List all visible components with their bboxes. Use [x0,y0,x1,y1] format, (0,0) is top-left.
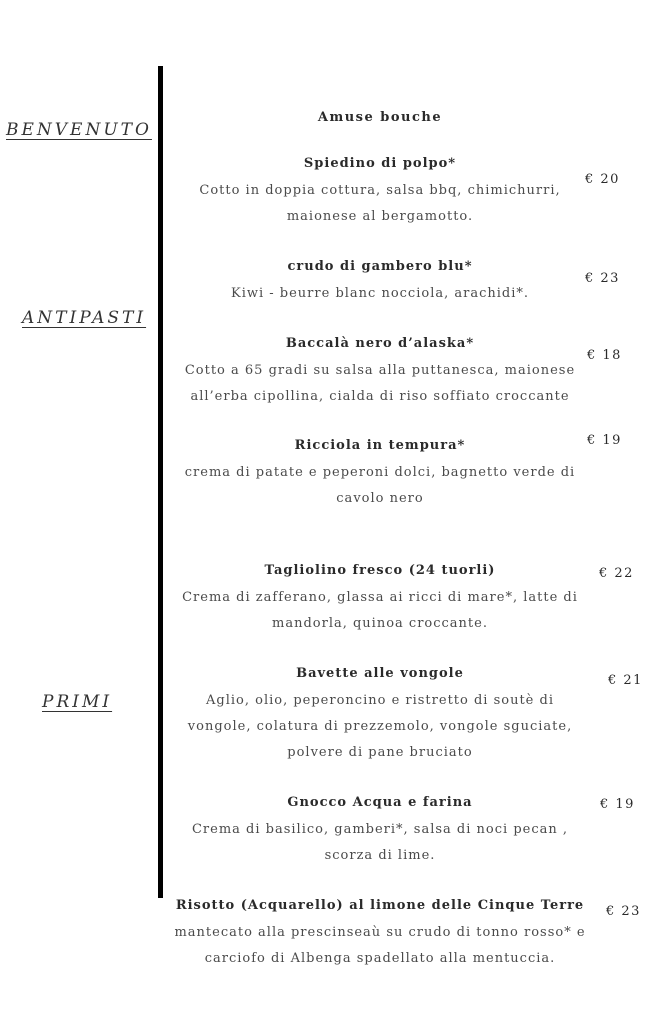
item-price: € 21 [608,673,643,688]
item-desc-line: polvere di pane bruciato [287,745,473,760]
item-price: € 22 [599,566,634,581]
item-title: Risotto (Acquarello) al limone delle Cinque Terre [175,898,585,913]
item-price: € 19 [600,797,635,812]
item-desc-line: Kiwi - beurre blanc nocciola, arachidi*. [230,286,530,301]
item-desc-line: mantecato alla prescinseaù su crudo di tonno rosso* e [174,925,586,940]
section-primi: PRIMI [42,692,113,712]
item-desc-line: all’erba cipollina, cialda di riso soffiato croccante [190,389,570,404]
item-title: crudo di gambero blu* [287,259,473,274]
vertical-divider [158,66,163,898]
amuse-bouche: Amuse bouche [317,110,443,125]
item-title: Baccalà nero d’alaska* [285,336,475,351]
section-benvenuto: BENVENUTO [6,120,152,140]
item-desc-line: vongole, colatura di prezzemolo, vongole sguciate, [187,719,573,734]
item-price: € 23 [585,271,620,286]
item-price: € 20 [585,172,620,187]
item-desc-line: crema di patate e peperoni dolci, bagnetto verde di [184,465,576,480]
item-desc-line: cavolo nero [336,491,424,506]
item-desc-line: carciofo di Albenga spadellato alla mentuccia. [204,951,556,966]
item-title: Gnocco Acqua e farina [287,795,473,810]
item-title: Tagliolino fresco (24 tuorli) [264,563,496,578]
item-desc-line: Crema di zafferano, glassa ai ricci di mare*, latte di [182,590,578,605]
item-desc-line: scorza di lime. [324,848,436,863]
item-desc-line: Cotto in doppia cottura, salsa bbq, chimichurri, [199,183,561,198]
item-desc-line: mandorla, quinoa croccante. [272,616,488,631]
item-desc-line: Aglio, olio, peperoncino e ristretto di soutè di [206,693,554,708]
item-title: Ricciola in tempura* [294,438,466,453]
item-desc-line: Crema di basilico, gamberi*, salsa di noci pecan , [191,822,568,837]
item-desc-line: maionese al bergamotto. [286,209,474,224]
item-title: Spiedino di polpo* [303,156,457,171]
item-price: € 19 [587,433,622,448]
item-desc-line: Cotto a 65 gradi su salsa alla puttanesca, maionese [184,363,576,378]
item-title: Bavette alle vongole [296,666,464,681]
section-antipasti: ANTIPASTI [22,308,147,328]
item-price: € 18 [587,348,622,363]
item-price: € 23 [606,904,641,919]
